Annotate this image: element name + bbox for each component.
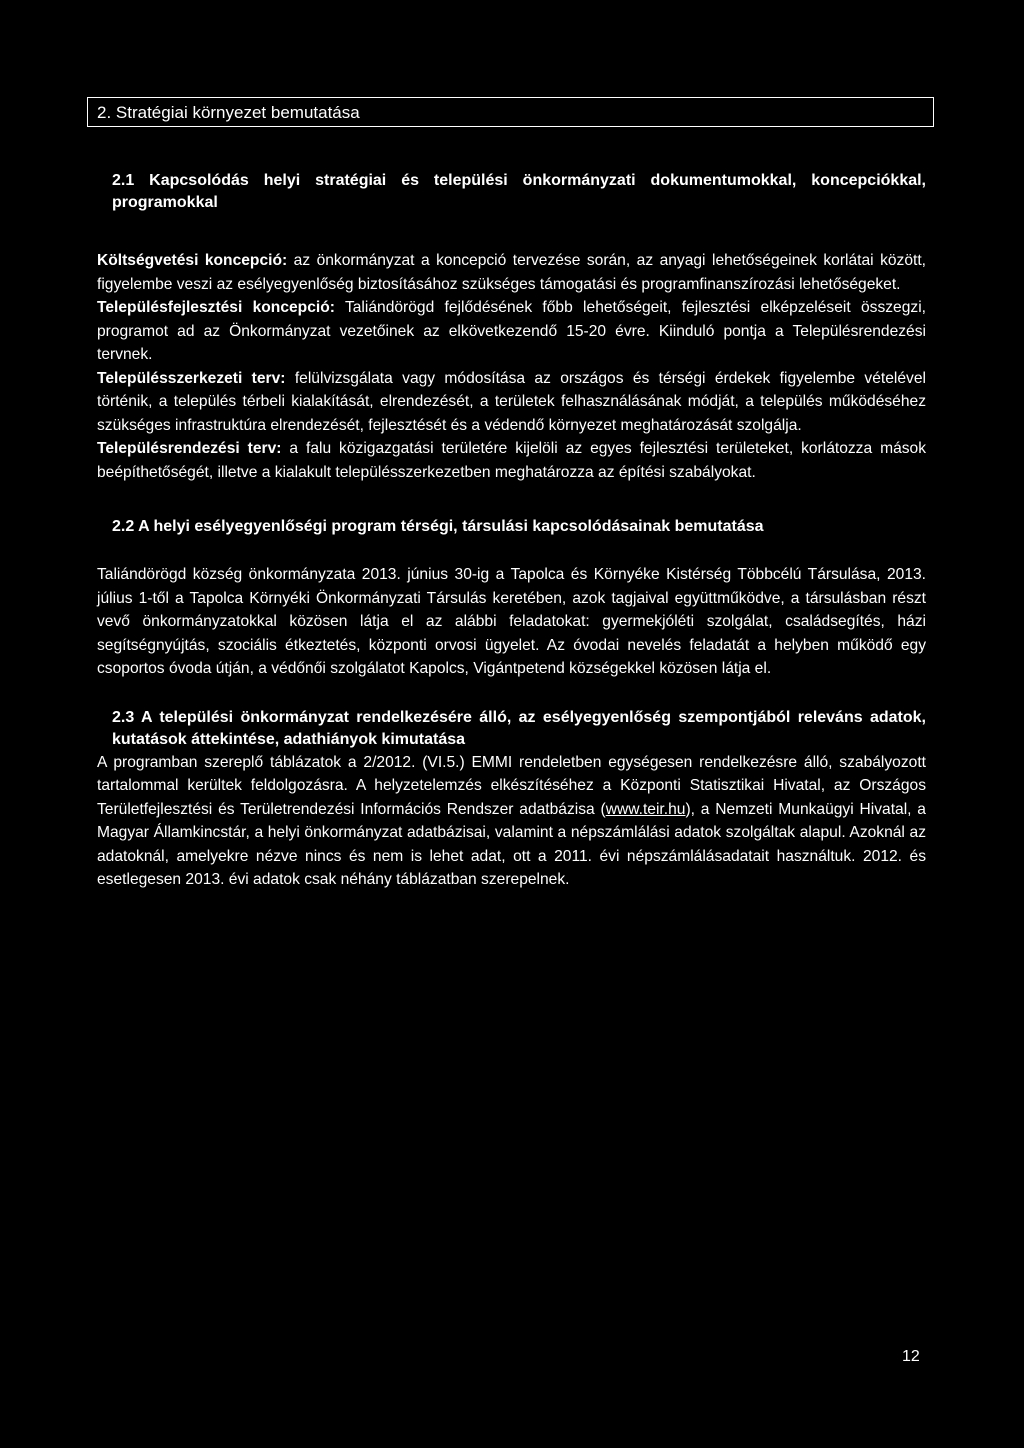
section-2-3-body-end: ), a Nemzeti Munkaügyi Hivatal, a Magyar Államkincstár, a helyi önkormányzat adatbázisai, valamint a népszámlálási adatok szolgáltak alapul. Azoknál az adatoknál, amelyekre nézve nincs és nem is lehet adat, ott a 2011. évi népszámlálásadatait használtuk. 2012. és esetlegesen 2013. évi adatok csak néhány táblázatban szerepelnek. xyxy=(97,800,926,888)
section-2-3-body-start: A programban szereplő táblázatok a 2/2012. (VI.5.) EMMI rendeletben egységesen rendelkezésre álló, szabályozott tartalommal kerültek feldolgozásra. A helyzetelemzés elkészítéséhez a Központi Statisztikai Hivatal, az Országos Területfejlesztési és Területrendezési Információs Rendszer adatbázisa ( xyxy=(97,753,926,818)
text-koltsegvetesi-koncepcio: az önkormányzat a koncepció tervezése során, az anyagi lehetőségeinek korlátai között, figyelembe veszi az esélyegyenlőség biztosításához szükséges támogatási és programfinanszírozási lehetőségeket. xyxy=(97,252,927,293)
page-content xyxy=(97,170,926,892)
paragraph-telepulesrendezesi-terv xyxy=(97,437,926,484)
paragraph-koltsegvetesi-koncepcio xyxy=(97,249,926,296)
teir-link[interactable]: www.teir.hu xyxy=(605,800,686,818)
chapter-title: 2. Stratégiai környezet bemutatása xyxy=(97,103,360,122)
text-telepulesszerkezeti-terv: felülvizsgálata vagy módosítása az országos és térségi érdekek figyelembe vételével történik, a település térbeli kialakítását, elrendezését, a területek felhasználásának módját, a település működéséhez szükséges infrastruktúra elrendezését, fejlesztését és a védendő környezet meghatározását szolgálja. xyxy=(97,369,926,434)
paragraph-telepulesfejlesztesi-koncepcio xyxy=(97,296,926,367)
section-2-2-body: Taliándörögd község önkormányzata 2013. június 30-ig a Tapolca és Környéke Kistérség Többcélú Társulása, 2013. július 1-től a Tapolca Környéki Önkormányzati Társulás keretében, azok tagjaival együttműködve, a társulásban részt vevő önkormányzatokkal közösen látja el az alábbi feladatokat: gyermekjóléti szolgálat, családsegítés, házi segítségnyújtás, szociális étkeztetés, központi orvosi ügyelet. Az óvodai nevelés feladatát a helyben működő egy csoportos óvoda útján, a védőnői szolgálatot Kapolcs, Vigántpetend községekkel közösen látja el. xyxy=(97,566,926,677)
paragraph-telepulesszerkezeti-terv xyxy=(97,367,926,438)
page-number: 12 xyxy=(902,1348,920,1365)
term-koltsegvetesi-koncepcio: Költségvetési koncepció: xyxy=(97,252,288,269)
text-telepulesfejlesztesi-koncepcio: Taliándörögd fejlődésének főbb lehetőségeit, fejlesztési elképzeléseit összegzi, programot ad az Önkormányzat vezetőinek az elkövetkezendő 15-20 évre. Kiinduló pontja a Településrendezési tervnek. xyxy=(97,299,926,363)
section-2-1-heading: 2.1 Kapcsolódás helyi stratégiai és települési önkormányzati dokumentumokkal, koncepciókkal, programokkal xyxy=(112,172,926,211)
section-2-2-heading: 2.2 A helyi esélyegyenlőségi program térségi, társulási kapcsolódásainak bemutatása xyxy=(112,518,764,535)
chapter-title-box xyxy=(87,97,934,127)
term-telepulesfejlesztesi-koncepcio: Településfejlesztési koncepció: xyxy=(97,299,335,316)
section-2-3-body xyxy=(97,751,926,892)
term-telepulesszerkezeti-terv: Településszerkezeti terv: xyxy=(97,369,286,387)
text-telepulesrendezesi-terv: a falu közigazgatási területére kijelöli az egyes fejlesztési területeket, korlátozza mások beépíthetőségét, illetve a kialakult településszerkezetben meghatározza az építési szabályokat. xyxy=(97,440,927,481)
term-telepulesrendezesi-terv: Településrendezési terv: xyxy=(97,440,282,457)
section-2-3-heading: 2.3 A települési önkormányzat rendelkezésére álló, az esélyegyenlőség szempontjából releváns adatok, kutatások áttekintése, adathiányok kimutatása xyxy=(112,708,926,748)
